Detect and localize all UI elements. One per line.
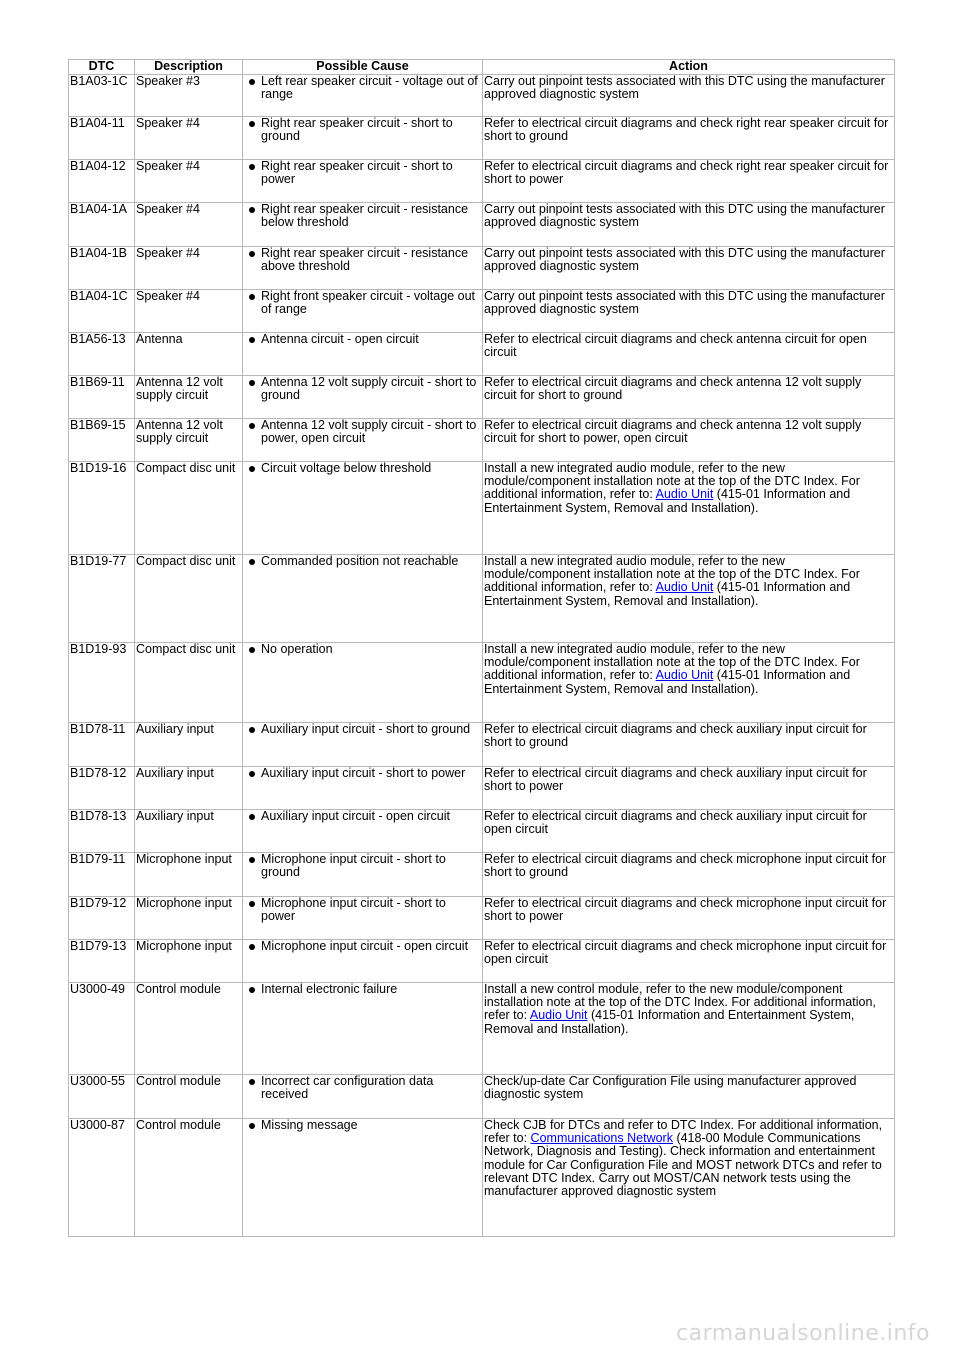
cell-dtc: B1A04-11	[69, 117, 135, 160]
action-text: Refer to electrical circuit diagrams and check auxiliary input circuit for open circuit	[484, 809, 867, 837]
table-row	[69, 810, 895, 853]
table-row	[69, 853, 895, 897]
cell-description: Speaker #3	[135, 75, 243, 117]
table-row	[69, 247, 895, 290]
cell-possible-cause	[243, 897, 483, 940]
header-description: Description	[135, 60, 243, 75]
cell-possible-cause	[243, 810, 483, 853]
table-row	[69, 333, 895, 376]
cell-description: Speaker #4	[135, 117, 243, 160]
table-row	[69, 643, 895, 723]
action-text: Refer to electrical circuit diagrams and check microphone input circuit for open circuit	[484, 939, 887, 967]
cell-possible-cause	[243, 419, 483, 462]
cell-action	[483, 940, 895, 983]
cell-description: Antenna 12 volt supply circuit	[135, 376, 243, 419]
action-text: Install a new integrated audio module, refer to the new module/component installation note at the top of the DTC Index. For additional information, refer to:	[484, 554, 860, 595]
cause-text: Antenna 12 volt supply circuit - short to ground	[261, 375, 477, 403]
action-text: Refer to electrical circuit diagrams and check right rear speaker circuit for short to power	[484, 159, 889, 187]
cell-description: Control module	[135, 1075, 243, 1119]
cell-possible-cause	[243, 983, 483, 1075]
cell-action	[483, 117, 895, 160]
cell-dtc: B1B69-11	[69, 376, 135, 419]
cell-possible-cause	[243, 75, 483, 117]
bullet-icon	[249, 423, 255, 429]
action-text: Check CJB for DTCs and refer to DTC Index. For additional information, refer to:	[484, 1118, 883, 1146]
cell-description: Compact disc unit	[135, 462, 243, 555]
table-row	[69, 1119, 895, 1237]
dtc-table-page	[68, 59, 894, 1237]
cell-possible-cause	[243, 462, 483, 555]
action-text: Carry out pinpoint tests associated with this DTC using the manufacturer approved diagnostic system	[484, 246, 885, 274]
cell-dtc: B1D78-13	[69, 810, 135, 853]
table-row	[69, 767, 895, 810]
cell-description: Antenna	[135, 333, 243, 376]
cell-dtc: B1A04-1A	[69, 203, 135, 247]
action-text: Refer to electrical circuit diagrams and check auxiliary input circuit for short to power	[484, 766, 867, 794]
cell-action	[483, 897, 895, 940]
action-text: Refer to electrical circuit diagrams and check antenna 12 volt supply circuit for short to ground	[484, 375, 862, 403]
cell-description: Control module	[135, 1119, 243, 1237]
action-text-after-link: (415-01 Information and Entertainment System, Removal and Installation).	[484, 1008, 855, 1036]
cause-text: Microphone input circuit - short to power	[261, 896, 446, 924]
cause-text: Left rear speaker circuit - voltage out of range	[261, 74, 478, 102]
cell-dtc: B1D79-13	[69, 940, 135, 983]
action-text: Install a new control module, refer to the new module/component installation note at the top of the DTC Index. For additional information, refer to:	[484, 982, 876, 1023]
table-row	[69, 160, 895, 203]
action-text: Refer to electrical circuit diagrams and check microphone input circuit for short to ground	[484, 852, 887, 880]
header-action: Action	[483, 60, 895, 75]
cell-possible-cause	[243, 767, 483, 810]
cell-action	[483, 1075, 895, 1119]
cause-text: Right rear speaker circuit - resistance above threshold	[261, 246, 469, 274]
bullet-icon	[249, 121, 255, 127]
cell-description: Speaker #4	[135, 247, 243, 290]
bullet-icon	[249, 944, 255, 950]
bullet-icon	[249, 207, 255, 213]
table-row	[69, 940, 895, 983]
cell-possible-cause	[243, 643, 483, 723]
table-row	[69, 203, 895, 247]
cell-possible-cause	[243, 723, 483, 767]
cause-text: Circuit voltage below threshold	[261, 461, 432, 475]
bullet-icon	[249, 380, 255, 386]
cell-dtc: U3000-49	[69, 983, 135, 1075]
action-text: Refer to electrical circuit diagrams and check microphone input circuit for short to power	[484, 896, 887, 924]
bullet-icon	[249, 857, 255, 863]
cell-dtc: B1D19-77	[69, 555, 135, 643]
table-row	[69, 983, 895, 1075]
bullet-icon	[249, 466, 255, 472]
cell-action	[483, 203, 895, 247]
cell-dtc: B1D19-93	[69, 643, 135, 723]
watermark: carmanualsonline.info	[676, 1321, 930, 1346]
cell-possible-cause	[243, 1075, 483, 1119]
cell-dtc: U3000-87	[69, 1119, 135, 1237]
bullet-icon	[249, 987, 255, 993]
cell-possible-cause	[243, 203, 483, 247]
action-text-after-link: (418-00 Module Communications Network, Diagnosis and Testing). Check information and entertainment module for Car Configuration File and MOST network DTCs and refer to relevant DTC Index. Carry out MOST/CAN network tests using the manufacturer approved diagnostic system	[484, 1131, 882, 1199]
reference-link[interactable]: Audio Unit	[655, 487, 714, 502]
cell-action	[483, 247, 895, 290]
cause-text: Incorrect car configuration data received	[261, 1074, 434, 1102]
cause-text: Right rear speaker circuit - resistance below threshold	[261, 202, 469, 230]
cell-description: Speaker #4	[135, 203, 243, 247]
table-row	[69, 897, 895, 940]
action-text-after-link: (415-01 Information and Entertainment System, Removal and Installation).	[484, 580, 851, 608]
cell-action	[483, 643, 895, 723]
action-text: Carry out pinpoint tests associated with this DTC using the manufacturer approved diagnostic system	[484, 74, 885, 102]
cell-dtc: B1D19-16	[69, 462, 135, 555]
cell-dtc: B1A56-13	[69, 333, 135, 376]
cause-text: Microphone input circuit - open circuit	[261, 939, 469, 953]
cause-text: Missing message	[261, 1118, 358, 1132]
action-text: Carry out pinpoint tests associated with this DTC using the manufacturer approved diagnostic system	[484, 289, 885, 317]
cell-action	[483, 983, 895, 1075]
bullet-icon	[249, 337, 255, 343]
cell-dtc: B1A04-1B	[69, 247, 135, 290]
cell-description: Speaker #4	[135, 290, 243, 333]
cell-description: Auxiliary input	[135, 723, 243, 767]
cause-text: Antenna 12 volt supply circuit - short to power, open circuit	[261, 418, 477, 446]
cell-possible-cause	[243, 555, 483, 643]
table-row	[69, 723, 895, 767]
cell-possible-cause	[243, 160, 483, 203]
action-text: Refer to electrical circuit diagrams and check right rear speaker circuit for short to ground	[484, 116, 889, 144]
cell-description: Auxiliary input	[135, 767, 243, 810]
cell-description: Auxiliary input	[135, 810, 243, 853]
cell-action	[483, 1119, 895, 1237]
cell-possible-cause	[243, 1119, 483, 1237]
cell-possible-cause	[243, 940, 483, 983]
table-row	[69, 419, 895, 462]
cell-action	[483, 462, 895, 555]
bullet-icon	[249, 1079, 255, 1085]
reference-link[interactable]: Audio Unit	[655, 668, 714, 683]
action-text: Check/up-date Car Configuration File using manufacturer approved diagnostic system	[484, 1074, 857, 1102]
bullet-icon	[249, 1123, 255, 1129]
reference-link[interactable]: Audio Unit	[529, 1008, 588, 1023]
cell-dtc: B1D79-12	[69, 897, 135, 940]
cause-text: Right front speaker circuit - voltage out of range	[261, 289, 475, 317]
reference-link[interactable]: Audio Unit	[655, 580, 714, 595]
cause-text: Right rear speaker circuit - short to power	[261, 159, 453, 187]
table-header-row	[69, 60, 895, 75]
table-row	[69, 290, 895, 333]
cell-dtc: B1A04-12	[69, 160, 135, 203]
cell-action	[483, 723, 895, 767]
action-text: Install a new integrated audio module, refer to the new module/component installation note at the top of the DTC Index. For additional information, refer to:	[484, 642, 860, 683]
cause-text: Auxiliary input circuit - short to power	[261, 766, 466, 780]
table-row	[69, 376, 895, 419]
table-row	[69, 117, 895, 160]
cell-dtc: B1D78-12	[69, 767, 135, 810]
cause-text: Antenna circuit - open circuit	[261, 332, 419, 346]
action-text: Install a new integrated audio module, refer to the new module/component installation note at the top of the DTC Index. For additional information, refer to:	[484, 461, 860, 502]
bullet-icon	[249, 294, 255, 300]
cell-dtc: B1D78-11	[69, 723, 135, 767]
cell-possible-cause	[243, 376, 483, 419]
cell-possible-cause	[243, 853, 483, 897]
cell-description: Microphone input	[135, 940, 243, 983]
cell-action	[483, 767, 895, 810]
bullet-icon	[249, 814, 255, 820]
cause-text: Auxiliary input circuit - open circuit	[261, 809, 450, 823]
cell-dtc: B1A03-1C	[69, 75, 135, 117]
cell-action	[483, 376, 895, 419]
cell-action	[483, 555, 895, 643]
bullet-icon	[249, 164, 255, 170]
cell-possible-cause	[243, 290, 483, 333]
bullet-icon	[249, 79, 255, 85]
action-text: Refer to electrical circuit diagrams and check antenna circuit for open circuit	[484, 332, 867, 360]
cell-description: Speaker #4	[135, 160, 243, 203]
cell-description: Compact disc unit	[135, 555, 243, 643]
cell-dtc: U3000-55	[69, 1075, 135, 1119]
table-row	[69, 462, 895, 555]
cell-description: Control module	[135, 983, 243, 1075]
reference-link[interactable]: Communications Network	[530, 1131, 673, 1146]
dtc-table	[68, 59, 895, 1237]
bullet-icon	[249, 251, 255, 257]
cell-action	[483, 75, 895, 117]
bullet-icon	[249, 559, 255, 565]
header-possible-cause: Possible Cause	[243, 60, 483, 75]
header-dtc: DTC	[69, 60, 135, 75]
cell-description: Compact disc unit	[135, 643, 243, 723]
cause-text: Auxiliary input circuit - short to ground	[261, 722, 471, 736]
cause-text: Microphone input circuit - short to ground	[261, 852, 446, 880]
table-row	[69, 555, 895, 643]
bullet-icon	[249, 727, 255, 733]
cause-text: Internal electronic failure	[261, 982, 398, 996]
cell-action	[483, 290, 895, 333]
cell-possible-cause	[243, 247, 483, 290]
action-text: Carry out pinpoint tests associated with this DTC using the manufacturer approved diagnostic system	[484, 202, 885, 230]
bullet-icon	[249, 901, 255, 907]
action-text-after-link: (415-01 Information and Entertainment System, Removal and Installation).	[484, 487, 851, 515]
cause-text: No operation	[261, 642, 333, 656]
bullet-icon	[249, 647, 255, 653]
cell-action	[483, 333, 895, 376]
cell-action	[483, 810, 895, 853]
cell-dtc: B1A04-1C	[69, 290, 135, 333]
cell-action	[483, 853, 895, 897]
cause-text: Right rear speaker circuit - short to ground	[261, 116, 453, 144]
bullet-icon	[249, 771, 255, 777]
table-row	[69, 75, 895, 117]
cell-possible-cause	[243, 333, 483, 376]
cell-description: Antenna 12 volt supply circuit	[135, 419, 243, 462]
cell-action	[483, 160, 895, 203]
cell-description: Microphone input	[135, 853, 243, 897]
action-text: Refer to electrical circuit diagrams and check auxiliary input circuit for short to ground	[484, 722, 867, 750]
table-row	[69, 1075, 895, 1119]
cell-dtc: B1B69-15	[69, 419, 135, 462]
cell-action	[483, 419, 895, 462]
cell-possible-cause	[243, 117, 483, 160]
cell-description: Microphone input	[135, 897, 243, 940]
action-text: Refer to electrical circuit diagrams and check antenna 12 volt supply circuit for short to power, open circuit	[484, 418, 862, 446]
cell-dtc: B1D79-11	[69, 853, 135, 897]
action-text-after-link: (415-01 Information and Entertainment System, Removal and Installation).	[484, 668, 851, 696]
cause-text: Commanded position not reachable	[261, 554, 459, 568]
